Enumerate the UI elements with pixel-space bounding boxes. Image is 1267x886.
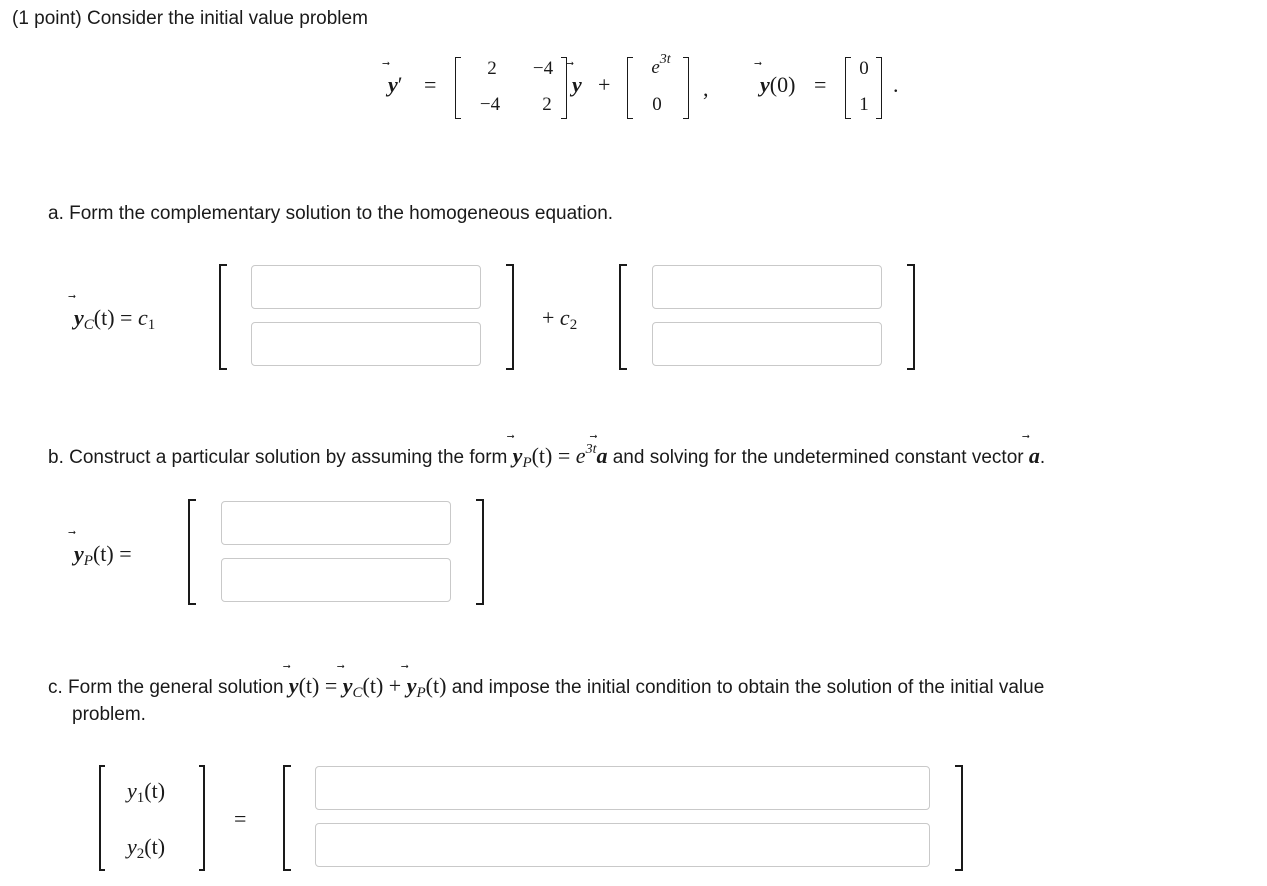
subscript-p: P [83, 553, 93, 569]
vec-y-general: y [288, 673, 299, 698]
part-b-period: . [1039, 447, 1046, 468]
subscript-p: P [522, 455, 532, 471]
y1-index: 1 [136, 790, 145, 806]
lhs-derivative [388, 72, 403, 98]
part-c-prompt-line2: problem. [72, 704, 146, 725]
rhs-y-term [572, 72, 582, 98]
solution-y2-input[interactable] [315, 823, 930, 867]
subscript-c: C [352, 685, 363, 701]
particular-right-bracket [476, 499, 484, 605]
c1-index: 1 [147, 317, 156, 333]
part-c-text-2: and impose the initial condition to obtain the solution of the initial value [451, 677, 1045, 698]
ic-period: . [893, 72, 899, 97]
prime-mark: ′ [397, 72, 403, 97]
ic-left-bracket [845, 57, 851, 119]
y1-arg: (t) [144, 778, 166, 803]
complementary-vector1-bottom-input[interactable] [251, 322, 481, 366]
arg-t: (t) [92, 541, 114, 566]
particular-top-input[interactable] [221, 501, 451, 545]
vec-y-c-general: y [342, 673, 353, 698]
eq-comma: , [703, 76, 709, 101]
matrix-cell-12: −4 [532, 58, 554, 79]
vec-y-ic: y [760, 72, 770, 97]
c2-index: 2 [569, 317, 578, 333]
matrix-cell-21: −4 [479, 94, 501, 115]
subscript-p: P [416, 685, 426, 701]
problem-intro: (1 point) Consider the initial value problem [12, 8, 368, 29]
form-base: e [575, 443, 586, 468]
forcing-base: e [651, 57, 660, 78]
c2-letter: c [559, 305, 570, 330]
ic-vector-bottom: 1 [859, 94, 869, 115]
vec-y-c: y [74, 305, 84, 330]
part-b-lhs [74, 541, 132, 570]
part-c-general-form [288, 673, 447, 701]
eq-plus: + [598, 72, 611, 97]
vec-y-lhs: y [388, 72, 398, 97]
general-p-arg: (t) [425, 673, 447, 698]
part-a-c2-term [542, 305, 577, 334]
solution-left-bracket [283, 765, 291, 871]
solution-lhs-right-bracket [199, 765, 205, 871]
vec-a-form: a [596, 443, 608, 468]
plus-sign: + [542, 305, 555, 330]
c1-letter: c [137, 305, 148, 330]
forcing-bottom: 0 [652, 94, 662, 115]
forcing-exp: 3t [659, 52, 671, 67]
general-c-arg: (t) [362, 673, 384, 698]
part-a-lhs [74, 305, 155, 334]
subscript-c: C [83, 317, 94, 333]
general-equals: = [324, 673, 338, 698]
part-c-prompt [48, 674, 1044, 705]
ic-equals: = [814, 72, 827, 97]
ic-right-bracket [876, 57, 882, 119]
vec-y-p: y [74, 541, 84, 566]
y2-index: 2 [136, 846, 145, 862]
part-b-text-2: and solving for the undetermined constant vector [612, 447, 1024, 468]
matrix-cell-22: 2 [542, 94, 552, 115]
part-b-text-1: b. Construct a particular solution by assuming the form [48, 447, 508, 468]
complementary-vector1-top-input[interactable] [251, 265, 481, 309]
vector1-right-bracket [506, 264, 514, 370]
general-plus: + [388, 673, 402, 698]
matrix-cell-11: 2 [487, 58, 497, 79]
forcing-right-bracket [683, 57, 689, 119]
vec-a-target: a [1028, 443, 1040, 468]
part-a-prompt: a. Form the complementary solution to the homogeneous equation. [48, 203, 614, 224]
ivp-equation [0, 0, 1267, 130]
equals-sign: = [120, 305, 133, 330]
forcing-top [636, 52, 686, 79]
initial-condition-lhs [760, 72, 795, 98]
vec-y-p-general: y [406, 673, 417, 698]
solution-equals: = [234, 806, 247, 831]
particular-bottom-input[interactable] [221, 558, 451, 602]
vector2-right-bracket [907, 264, 915, 370]
vec-y-rhs: y [572, 72, 582, 97]
part-b-target [1029, 444, 1040, 468]
vector1-left-bracket [219, 264, 227, 370]
solution-lhs-left-bracket [99, 765, 105, 871]
matrix-right-bracket [561, 57, 567, 119]
forcing-left-bracket [627, 57, 633, 119]
part-b-prompt [48, 438, 1045, 475]
complementary-vector2-top-input[interactable] [652, 265, 882, 309]
y1-letter: y [127, 778, 137, 803]
eq-equals: = [424, 72, 437, 97]
complementary-vector2-bottom-input[interactable] [652, 322, 882, 366]
solution-right-bracket [955, 765, 963, 871]
y2-label [127, 834, 165, 863]
ic-arg: (0) [769, 72, 796, 97]
particular-left-bracket [188, 499, 196, 605]
form-exp: 3t [585, 442, 597, 457]
solution-y1-input[interactable] [315, 766, 930, 810]
form-arg: (t) [531, 443, 553, 468]
form-equals: = [557, 443, 571, 468]
general-arg: (t) [298, 673, 320, 698]
ic-vector-top: 0 [859, 58, 869, 79]
arg-t: (t) [93, 305, 115, 330]
part-c-text-1: c. Form the general solution [48, 677, 284, 698]
y1-label [127, 778, 165, 807]
equals-sign: = [119, 541, 132, 566]
matrix-left-bracket [455, 57, 461, 119]
part-b-form [512, 442, 608, 471]
vector2-left-bracket [619, 264, 627, 370]
y2-letter: y [127, 834, 137, 859]
vec-y-p-form: y [512, 443, 523, 468]
y2-arg: (t) [144, 834, 166, 859]
